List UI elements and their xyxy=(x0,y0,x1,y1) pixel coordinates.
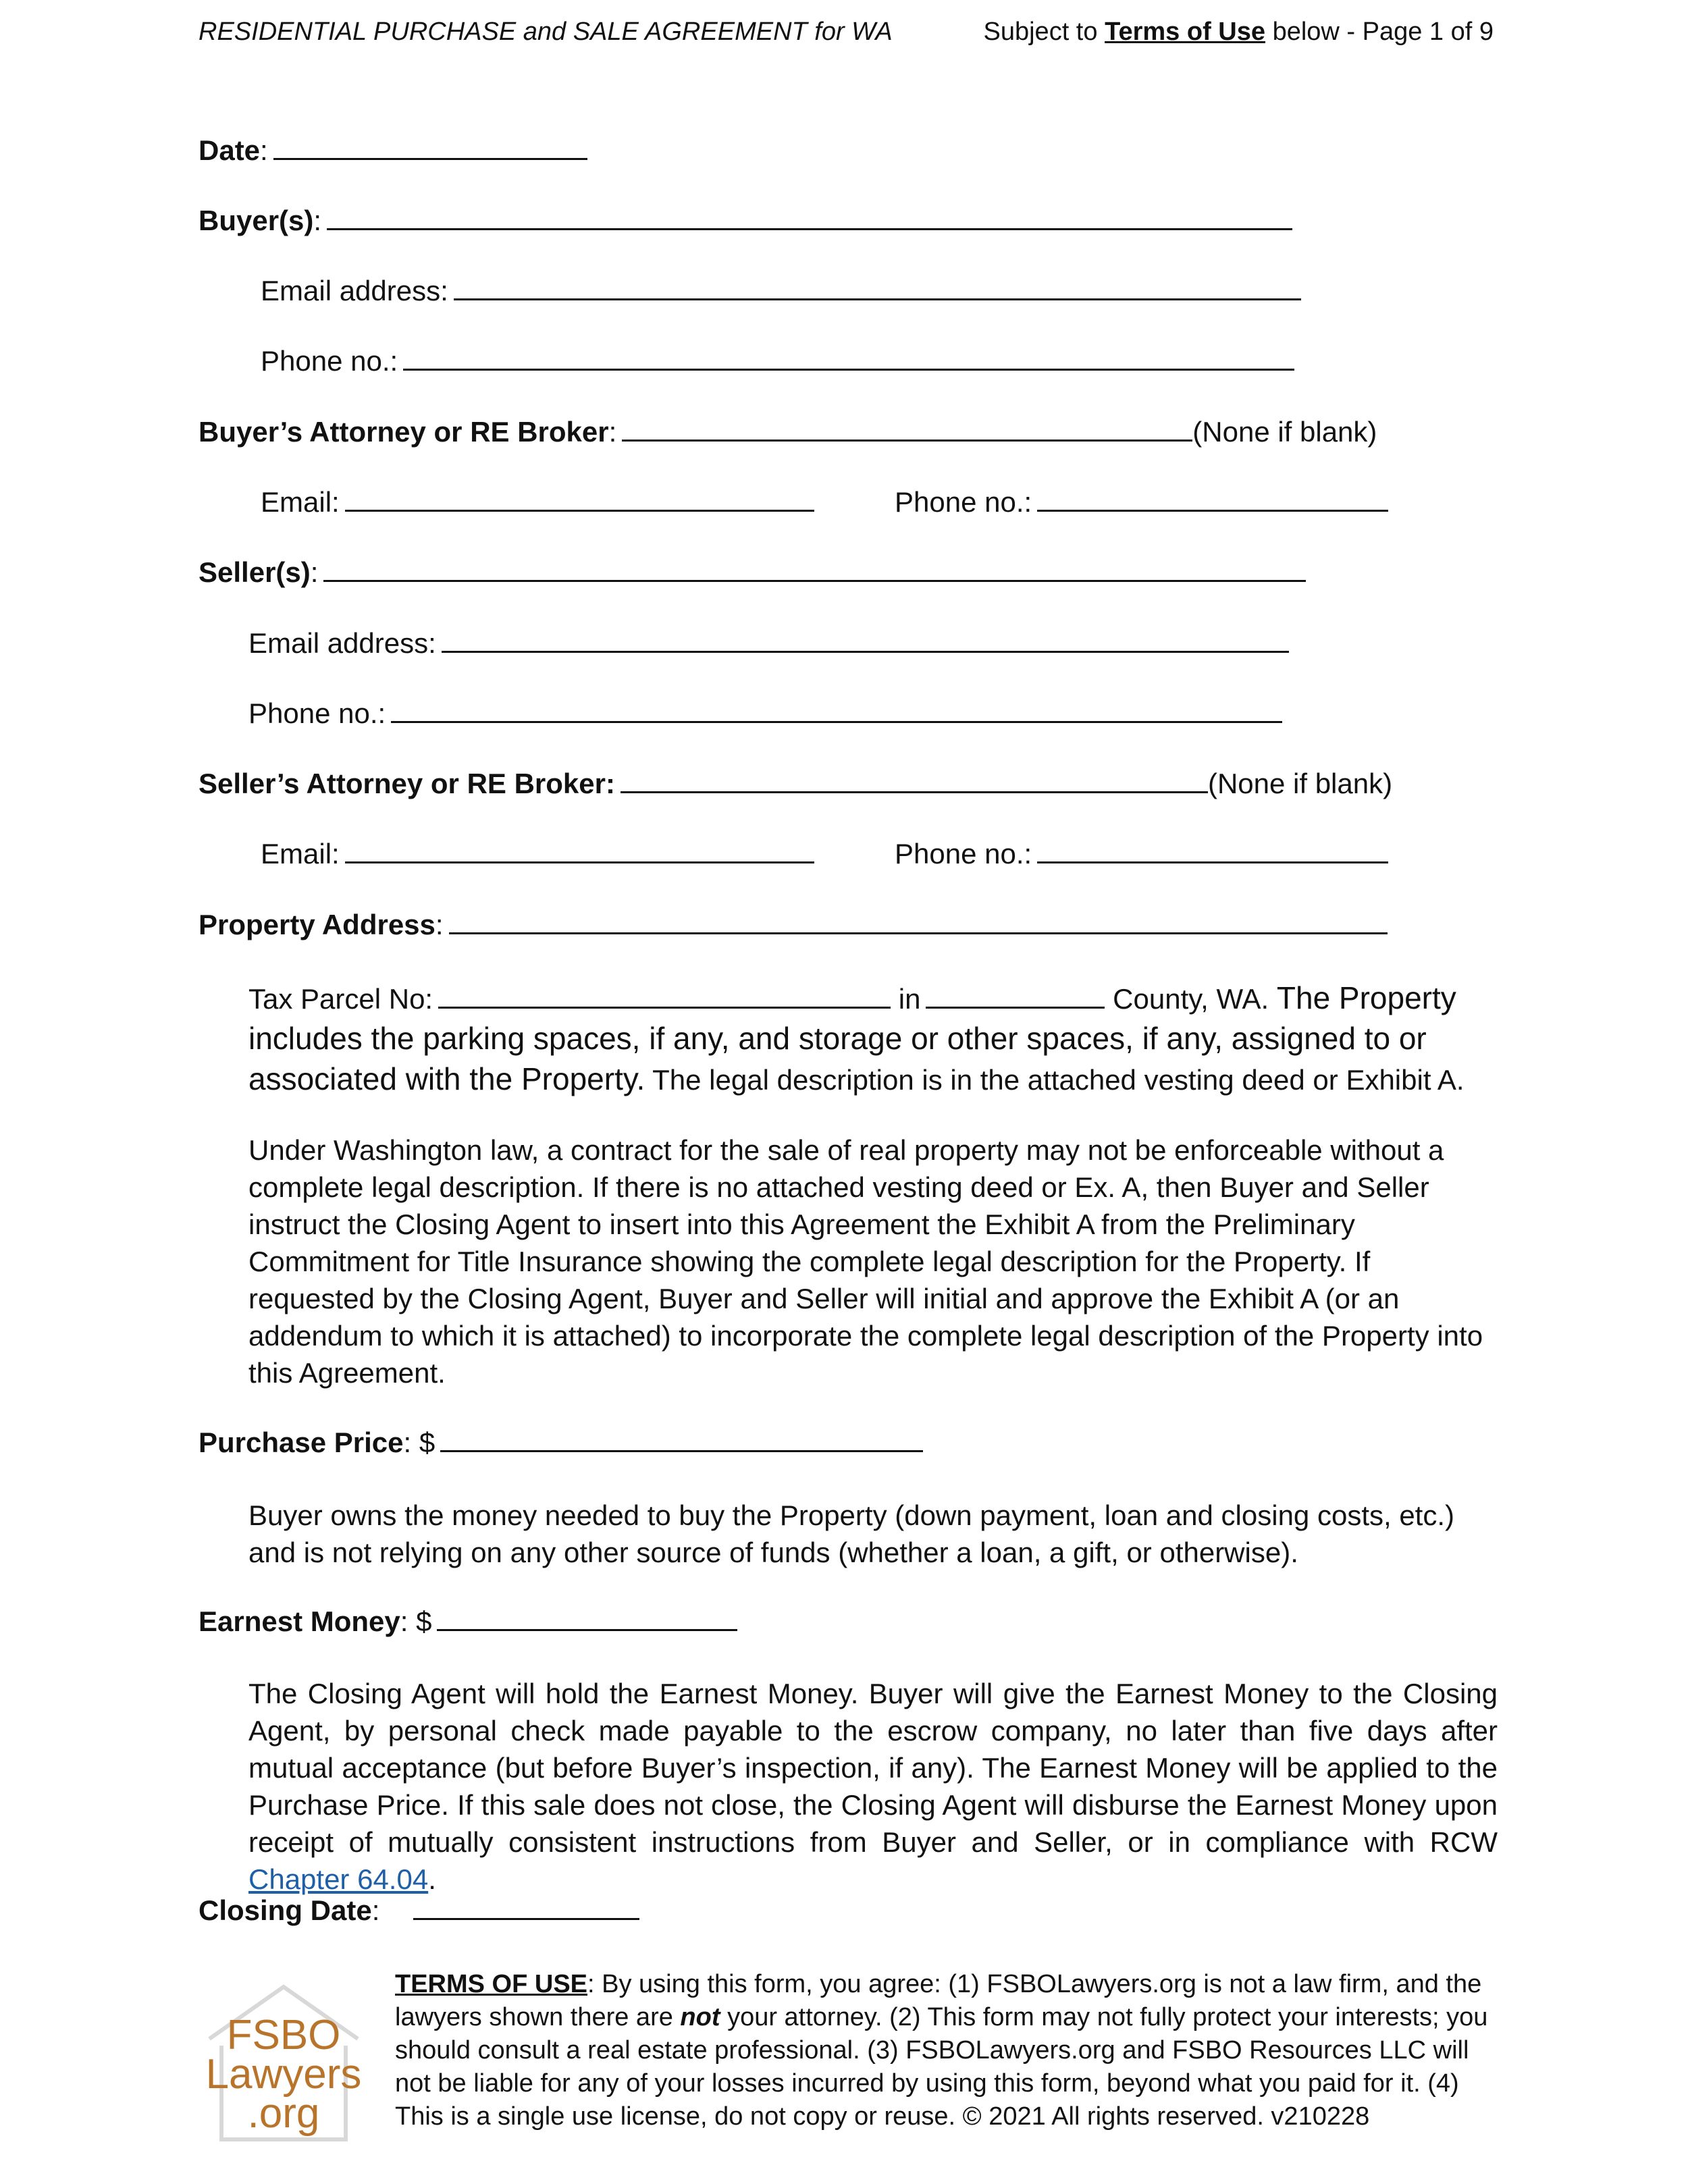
buyer-email-label: Email address: xyxy=(261,275,448,307)
funds-paragraph: Buyer owns the money needed to buy the Property (down payment, loan and closing costs, etc.) and is not relying on any other source of funds (whether a loan, a gift, or otherwise). xyxy=(248,1499,1455,1568)
buyers-field[interactable] xyxy=(327,204,1292,230)
buyer-attorney-field[interactable] xyxy=(622,415,1192,442)
closing-date-field[interactable] xyxy=(413,1894,639,1920)
sellers-label: Seller(s) xyxy=(199,556,311,588)
purchase-price-label: Purchase Price xyxy=(199,1427,404,1458)
buyer-attorney-email-row xyxy=(261,485,814,519)
legal-description-note: The legal description is in the attached vesting deed or Exhibit A. xyxy=(652,1064,1465,1096)
terms-part2: your attorney. (2) This form may not fully protect your interests; you should consult a real estate professional. (3) FSBOLawyers.org and FSBO Resources LLC will not be liable for any of your losses incurred by using this form, beyond what you paid for it. (4) This is a single use license, do not copy or reuse. © 2021 All rights reserved. v210228 xyxy=(395,2003,1488,2131)
seller-attorney-phone-row xyxy=(895,837,1388,871)
buyer-attorney-email-field[interactable] xyxy=(345,485,814,512)
earnest-money-row: Earnest Money: $ xyxy=(199,1605,737,1639)
fsbo-lawyers-logo xyxy=(196,1975,371,2143)
terms-of-use-block xyxy=(395,1968,1496,2133)
earnest-paragraph-text: The Closing Agent will hold the Earnest Money. Buyer will give the Earnest Money to the Closing Agent, by personal check made payable to the escrow company, no later than five days after mutual acceptance (but before Buyer’s inspection, if any). The Earnest Money will be applied to the Purchase Price. If this sale does not close, the Closing Agent will disburse the Earnest Money upon receipt of mutually consistent instructions from Buyer and Seller, or in compliance with RCW xyxy=(248,1678,1498,1858)
logo-line3: .org xyxy=(247,2090,320,2137)
terms-emphasis: not xyxy=(680,2003,720,2031)
terms-title: TERMS OF USE xyxy=(395,1970,588,1998)
header-suffix: below - Page 1 of 9 xyxy=(1272,18,1494,46)
buyers-row: Buyer(s): xyxy=(199,204,1292,238)
county-label: County, WA. xyxy=(1113,983,1269,1015)
logo-line2: Lawyers xyxy=(205,2051,362,2098)
seller-attorney-email-row xyxy=(261,837,814,871)
buyer-attorney-phone-field[interactable] xyxy=(1037,485,1388,512)
buyer-phone-field[interactable] xyxy=(403,344,1294,371)
county-field[interactable] xyxy=(926,982,1105,1009)
buyer-attorney-email-label: Email: xyxy=(261,486,340,518)
earnest-money-label: Earnest Money xyxy=(199,1605,400,1637)
header-page-info xyxy=(984,18,1494,47)
purchase-price-field[interactable] xyxy=(440,1426,923,1452)
buyer-attorney-row: Buyer’s Attorney or RE Broker: (None if blank) xyxy=(199,416,1377,448)
logo-line1: FSBO xyxy=(226,2012,341,2058)
seller-attorney-field[interactable] xyxy=(621,767,1208,793)
terms-of-use-link[interactable]: Terms of Use xyxy=(1105,18,1265,46)
legal-description-paragraph: Under Washington law, a contract for the sale of real property may not be enforceable without a complete legal description. If there is no attached vesting deed or Ex. A, then Buyer and Seller instruct the Closing Agent to insert into this Agreement the Exhibit A from the Preliminary Commitment for Title Insurance showing the complete legal description for the Property. If requested by the Closing Agent, Buyer and Seller will initial and approve the Exhibit A (or an addendum to which it is attached) to incorporate the complete legal description of the Property into this Agreement. xyxy=(248,1134,1483,1389)
seller-attorney-email-label: Email: xyxy=(261,838,340,870)
house-outline-icon xyxy=(196,1975,371,2143)
seller-email-row xyxy=(248,627,1289,660)
chapter-64-04-link[interactable]: Chapter 64.04 xyxy=(248,1863,429,1895)
seller-attorney-phone-field[interactable] xyxy=(1037,837,1388,863)
sellers-row: Seller(s): xyxy=(199,556,1306,589)
tax-parcel-label: Tax Parcel No: xyxy=(248,983,433,1015)
earnest-money-field[interactable] xyxy=(437,1605,737,1631)
tax-parcel-paragraph xyxy=(248,978,1511,1100)
date-row: Date: xyxy=(199,134,587,167)
buyer-attorney-phone-label: Phone no.: xyxy=(895,486,1032,518)
seller-email-field[interactable] xyxy=(442,627,1289,653)
seller-attorney-email-field[interactable] xyxy=(345,837,814,863)
earnest-paragraph: The Closing Agent will hold the Earnest Money. Buyer will give the Earnest Money to the Closing Agent, by personal check made payable to the escrow company, no later than five days after mutual acceptance (but before Buyer’s inspection, if any). The Earnest Money will be applied to the Purchase Price. If this sale does not close, the Closing Agent will disburse the Earnest Money upon receipt of mutually consistent instructions from Buyer and Seller, or in compliance with RCW Chapter 64.04. xyxy=(248,1678,1498,1895)
buyer-attorney-label: Buyer’s Attorney or RE Broker xyxy=(199,416,609,448)
header-prefix: Subject to xyxy=(983,18,1098,46)
buyer-email-row xyxy=(261,274,1301,308)
buyer-attorney-none: (None if blank) xyxy=(1192,416,1377,448)
terms-part1: : By using this form, you agree: (1) FSBOLawyers.org is not a law firm, and the lawyers shown there are xyxy=(395,1970,1482,2031)
property-inclusions-text: The Property includes the parking spaces, if any, and storage or other spaces, if any, assigned to or associated with the Property. xyxy=(248,980,1456,1096)
buyer-phone-label: Phone no.: xyxy=(261,345,398,377)
date-label: Date xyxy=(199,134,261,166)
date-field[interactable] xyxy=(273,134,587,160)
buyers-label: Buyer(s) xyxy=(199,205,314,236)
buyer-attorney-phone-row xyxy=(895,485,1388,519)
earnest-money-dollar: $ xyxy=(416,1605,432,1637)
buyer-email-field[interactable] xyxy=(454,274,1301,300)
seller-phone-row xyxy=(248,697,1282,730)
seller-phone-label: Phone no.: xyxy=(248,697,386,729)
seller-phone-field[interactable] xyxy=(391,697,1282,723)
seller-attorney-label: Seller’s Attorney or RE Broker: xyxy=(199,768,615,799)
closing-date-label: Closing Date xyxy=(199,1894,372,1926)
seller-attorney-row xyxy=(199,767,1392,801)
closing-date-row: Closing Date: xyxy=(199,1894,639,1927)
purchase-price-row: Purchase Price: $ xyxy=(199,1426,923,1460)
seller-email-label: Email address: xyxy=(248,627,436,659)
buyer-phone-row xyxy=(261,344,1294,378)
seller-attorney-none: (None if blank) xyxy=(1207,768,1393,799)
seller-attorney-phone-label: Phone no.: xyxy=(895,838,1032,870)
sellers-field[interactable] xyxy=(323,556,1306,582)
purchase-price-dollar: $ xyxy=(419,1427,436,1458)
property-address-field[interactable] xyxy=(449,908,1388,934)
tax-parcel-field[interactable] xyxy=(438,982,891,1009)
property-address-label: Property Address xyxy=(199,909,436,940)
property-address-row: Property Address: xyxy=(199,908,1388,942)
header-title: RESIDENTIAL PURCHASE and SALE AGREEMENT for WA xyxy=(199,18,893,46)
in-label: in xyxy=(898,983,921,1015)
